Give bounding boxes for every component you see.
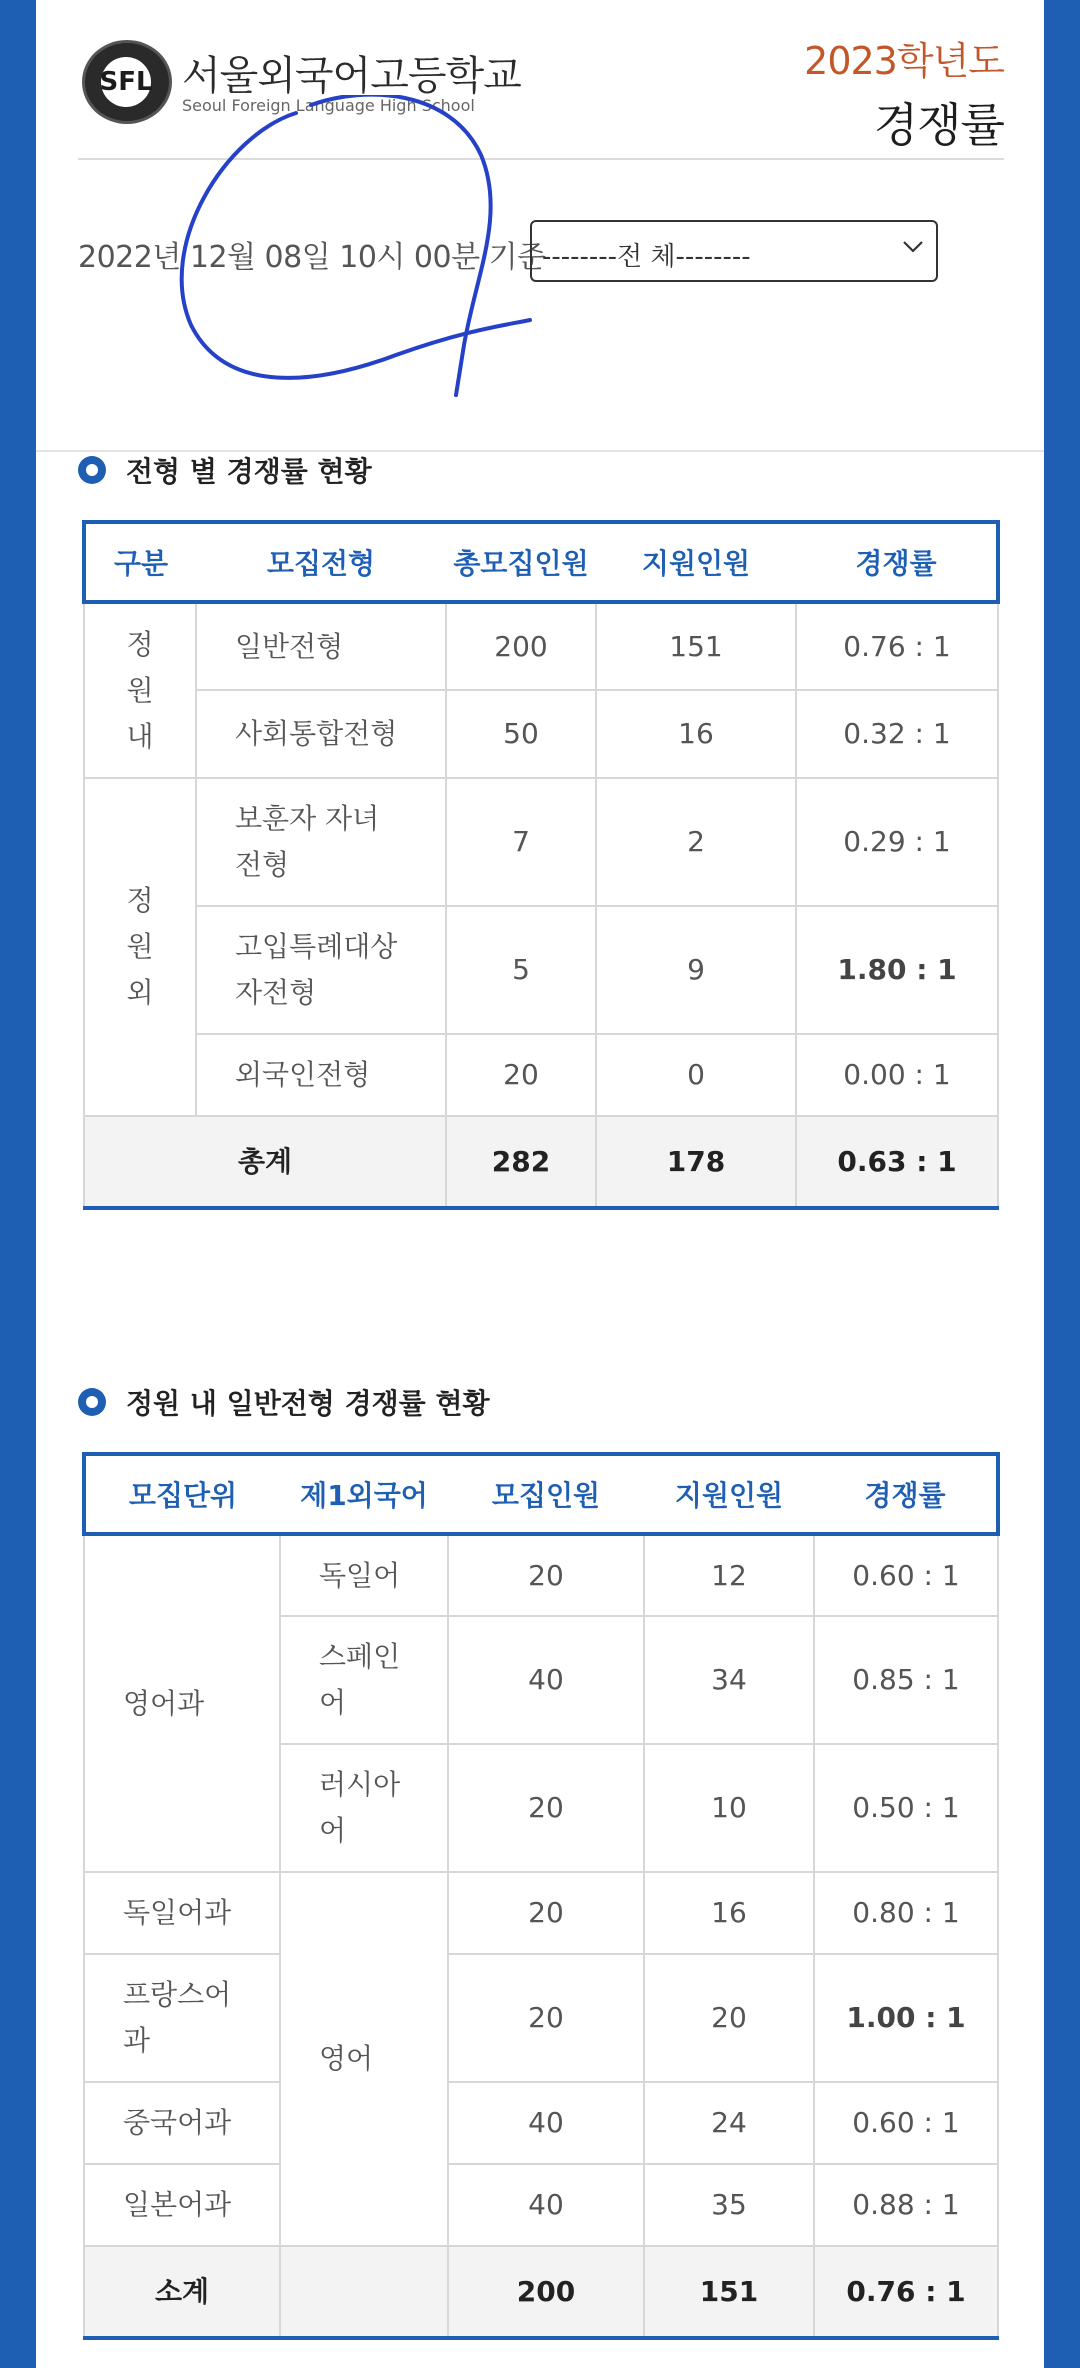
table-row <box>84 1872 998 1954</box>
applicants-cell: 24 <box>644 2082 814 2164</box>
section1-title-text: 전형 별 경쟁률 현황 <box>126 455 372 488</box>
applicants-cell: 10 <box>644 1744 814 1872</box>
quota-cell: 7 <box>446 778 596 906</box>
table-header-row <box>84 1454 998 1534</box>
header-unit: 모집단위 <box>84 1454 280 1534</box>
applicants-cell: 151 <box>596 602 796 690</box>
type-cell: 일반전형 <box>196 602 446 690</box>
quota-cell: 20 <box>448 1534 644 1616</box>
applicants-cell: 20 <box>644 1954 814 2082</box>
header-quota: 총모집인원 <box>446 522 596 602</box>
total-ratio: 0.63 : 1 <box>796 1116 998 1208</box>
admission-type-table <box>82 520 1000 1210</box>
page-title: 경쟁률 <box>873 98 1004 152</box>
ratio-cell: 1.00 : 1 <box>814 1954 998 2082</box>
table-row <box>84 2082 998 2164</box>
type-cell: 사회통합전형 <box>196 690 446 778</box>
select-value: --------전 체-------- <box>542 242 751 272</box>
unit-cell: 프랑스어 과 <box>84 1954 280 2082</box>
table-row <box>84 1534 998 1616</box>
applicants-cell: 35 <box>644 2164 814 2246</box>
chevron-down-icon <box>902 232 924 262</box>
language-cell: 스페인 어 <box>280 1616 448 1744</box>
english-dept-cell: 영어과 <box>84 1534 280 1872</box>
quota-cell: 40 <box>448 2082 644 2164</box>
ratio-cell: 0.60 : 1 <box>814 1534 998 1616</box>
header-applicants: 지원인원 <box>596 522 796 602</box>
quota-cell: 40 <box>448 2164 644 2246</box>
applicants-cell: 0 <box>596 1034 796 1116</box>
table-row <box>84 690 998 778</box>
language-cell: 독일어 <box>280 1534 448 1616</box>
section2-title <box>78 1382 490 1422</box>
applicants-cell: 9 <box>596 906 796 1034</box>
table-header-row <box>84 522 998 602</box>
applicants-cell: 2 <box>596 778 796 906</box>
subtotal-empty-cell <box>280 2246 448 2338</box>
subtotal-label: 소계 <box>84 2246 280 2338</box>
quota-cell: 5 <box>446 906 596 1034</box>
header-type: 모집전형 <box>196 522 446 602</box>
header-category: 구분 <box>84 522 196 602</box>
unit-cell: 일본어과 <box>84 2164 280 2246</box>
type-cell: 외국인전형 <box>196 1034 446 1116</box>
admission-type-select[interactable] <box>530 220 938 282</box>
quota-cell: 20 <box>446 1034 596 1116</box>
section1-title <box>78 450 372 490</box>
language-cell: 러시아 어 <box>280 1744 448 1872</box>
header-area <box>36 0 1044 452</box>
ratio-cell: 0.32 : 1 <box>796 690 998 778</box>
header-quota: 모집인원 <box>448 1454 644 1534</box>
quota-cell: 20 <box>448 1744 644 1872</box>
total-row <box>84 1116 998 1208</box>
table-row <box>84 602 998 690</box>
total-label: 총계 <box>84 1116 446 1208</box>
subtotal-quota: 200 <box>448 2246 644 2338</box>
type-cell: 고입특례대상 자전형 <box>196 906 446 1034</box>
ratio-cell: 1.80 : 1 <box>796 906 998 1034</box>
section2-title-text: 정원 내 일반전형 경쟁률 현황 <box>126 1387 490 1420</box>
school-name-english: Seoul Foreign Language High School <box>182 96 475 115</box>
school-name-korean: 서울외국어고등학교 <box>182 53 521 99</box>
general-admission-table <box>82 1452 1000 2340</box>
school-logo-icon <box>82 40 172 124</box>
year-heading <box>804 30 1004 155</box>
bullet-icon <box>78 1388 106 1416</box>
ratio-cell: 0.50 : 1 <box>814 1744 998 1872</box>
header-ratio: 경쟁률 <box>796 522 998 602</box>
subtotal-applicants: 151 <box>644 2246 814 2338</box>
year-label: 2023학년도 <box>804 39 1004 83</box>
group-label-quota-out: 정 원 외 <box>84 778 196 1116</box>
applicants-cell: 16 <box>596 690 796 778</box>
header-ratio: 경쟁률 <box>814 1454 998 1534</box>
ratio-cell: 0.76 : 1 <box>796 602 998 690</box>
unit-cell: 독일어과 <box>84 1872 280 1954</box>
unit-cell: 중국어과 <box>84 2082 280 2164</box>
table-row <box>84 2164 998 2246</box>
table-row <box>84 1034 998 1116</box>
subtotal-row <box>84 2246 998 2338</box>
quota-cell: 20 <box>448 1872 644 1954</box>
total-quota: 282 <box>446 1116 596 1208</box>
english-lang-cell: 영어 <box>280 1872 448 2246</box>
applicants-cell: 16 <box>644 1872 814 1954</box>
ratio-cell: 0.80 : 1 <box>814 1872 998 1954</box>
applicants-cell: 34 <box>644 1616 814 1744</box>
ratio-cell: 0.60 : 1 <box>814 2082 998 2164</box>
ratio-cell: 0.85 : 1 <box>814 1616 998 1744</box>
subtotal-ratio: 0.76 : 1 <box>814 2246 998 2338</box>
header-divider <box>78 158 1004 160</box>
quota-cell: 20 <box>448 1954 644 2082</box>
ratio-cell: 0.00 : 1 <box>796 1034 998 1116</box>
table-row <box>84 778 998 906</box>
applicants-cell: 12 <box>644 1534 814 1616</box>
quota-cell: 200 <box>446 602 596 690</box>
table-row <box>84 906 998 1034</box>
page <box>36 0 1044 2368</box>
bullet-icon <box>78 456 106 484</box>
ratio-cell: 0.29 : 1 <box>796 778 998 906</box>
ratio-cell: 0.88 : 1 <box>814 2164 998 2246</box>
table-row <box>84 1954 998 2082</box>
basis-date-text: 2022년 12월 08일 10시 00분 기준 <box>78 240 546 275</box>
quota-cell: 50 <box>446 690 596 778</box>
quota-cell: 40 <box>448 1616 644 1744</box>
group-label-quota-in: 정 원 내 <box>84 602 196 778</box>
header-applicants: 지원인원 <box>644 1454 814 1534</box>
total-applicants: 178 <box>596 1116 796 1208</box>
header-language: 제1외국어 <box>280 1454 448 1534</box>
logo-text: SFL <box>101 57 151 107</box>
type-cell: 보훈자 자녀 전형 <box>196 778 446 906</box>
